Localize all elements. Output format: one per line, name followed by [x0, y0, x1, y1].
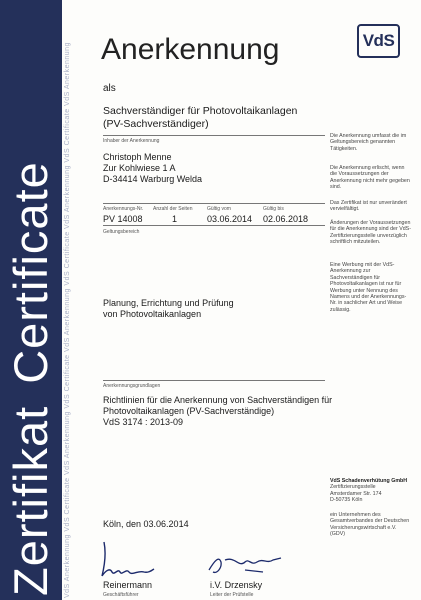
- vertical-title: [6, 0, 56, 596]
- holder-label: Inhaber der Anerkennung: [103, 138, 160, 144]
- micro-print-text: VdS Anerkennung VdS Certificate VdS Anerkennung VdS Certificate VdS Anerkennung VdS Certificate VdS Anerkennung VdS Certificate VdS Anerkennung: [64, 42, 71, 598]
- micro-print-strip: [62, 0, 80, 600]
- label-pages: Anzahl der Seiten: [153, 206, 193, 212]
- holder-street: Zur Kohlwiese 1 A: [103, 163, 176, 173]
- signature-drzensky: [205, 550, 285, 580]
- scope-line: Planung, Errichtung und Prüfung: [103, 298, 234, 308]
- divider: [103, 380, 325, 381]
- qualification-line: Sachverständiger für Photovoltaikanlagen: [103, 105, 298, 117]
- note: Die Anerkennung umfasst die im Geltungsbereich genannten Tätigkeiten.: [330, 133, 407, 152]
- signature-reinermann: [96, 538, 156, 580]
- certificate-title: Anerkennung: [101, 33, 280, 66]
- scope-text: [103, 298, 234, 320]
- note: Das Zertifikat ist nur unverändert vervielfältigt.: [330, 200, 407, 213]
- value-valid-from: 03.06.2014: [207, 214, 253, 224]
- signatory-role: Leiter der Prüfstelle: [210, 592, 254, 598]
- issuer-line: Amsterdamer Str. 174: [330, 490, 382, 497]
- qualification-line: (PV-Sachverständiger): [103, 118, 209, 130]
- als-label: als: [103, 83, 116, 94]
- value-valid-to: 02.06.2018: [263, 214, 309, 224]
- issuer-footer: ein Unternehmen des Gesamtverbandes der Deutschen Versicherungswirtschaft e.V. (GDV): [330, 512, 410, 538]
- vds-logo: [357, 24, 400, 58]
- basis-line: Richtlinien für die Anerkennung von Sachverständigen für: [103, 395, 333, 405]
- holder-name: Christoph Menne: [103, 152, 172, 162]
- vds-logo-text: VdS: [362, 31, 395, 50]
- basis-text: [103, 395, 333, 428]
- value-cert-no: PV 14008: [103, 214, 143, 224]
- label-valid-to: Gültig bis: [263, 206, 284, 212]
- label-cert-no: Anerkennungs-Nr.: [103, 206, 144, 212]
- basis-line: Photovoltaikanlagen (PV-Sachverständige): [103, 406, 275, 416]
- holder-address: [103, 152, 202, 185]
- signatory-role: Geschäftsführer: [103, 592, 139, 598]
- divider: [103, 135, 325, 136]
- signatory-name: i.V. Drzensky: [210, 580, 263, 590]
- divider: [103, 225, 325, 226]
- place-date: Köln, den 03.06.2014: [103, 519, 189, 529]
- value-pages: 1: [172, 214, 178, 224]
- qualification-heading: [103, 105, 328, 131]
- issuer-line: Zertifizierungsstelle: [330, 484, 376, 491]
- issuer-name: VdS Schadenverhütung GmbH: [330, 478, 408, 484]
- issuer-line: D-50735 Köln: [330, 497, 363, 504]
- scope-line: von Photovoltaikanlagen: [103, 309, 202, 319]
- basis-line: VdS 3174 : 2013-09: [103, 417, 184, 427]
- signatory-name: Reinermann: [103, 580, 153, 590]
- holder-city: D-34414 Warburg Welda: [103, 174, 203, 184]
- field-label: Geltungsbereich: [103, 229, 140, 235]
- note: Eine Werbung mit der VdS-Anerkennung zur Sachverständigen für Photovoltaikanlagen ist nur für Werbung unter Nennung des Namens und der Anerkennungs-Nr. in sachlicher Art und Weise zulässig.: [330, 262, 407, 313]
- label-valid-from: Gültig vom: [207, 206, 231, 212]
- note: Änderungen der Voraussetzungen für die Anerkennung sind der VdS-Zertifizierungsstelle unverzüglich schriftlich mitzuteilen.: [330, 220, 411, 246]
- note: Die Anerkennung erlischt, wenn die Voraussetzungen der Anerkennung nicht mehr gegeben sind.: [330, 165, 410, 191]
- vertical-word-zertifikat: Zertifikat: [4, 405, 57, 596]
- issuer-block: [330, 478, 412, 504]
- vertical-word-certificate: Certificate: [4, 161, 57, 384]
- basis-label: Anerkennungsgrundlagen: [103, 383, 161, 389]
- divider: [103, 203, 325, 204]
- side-band: [0, 0, 62, 600]
